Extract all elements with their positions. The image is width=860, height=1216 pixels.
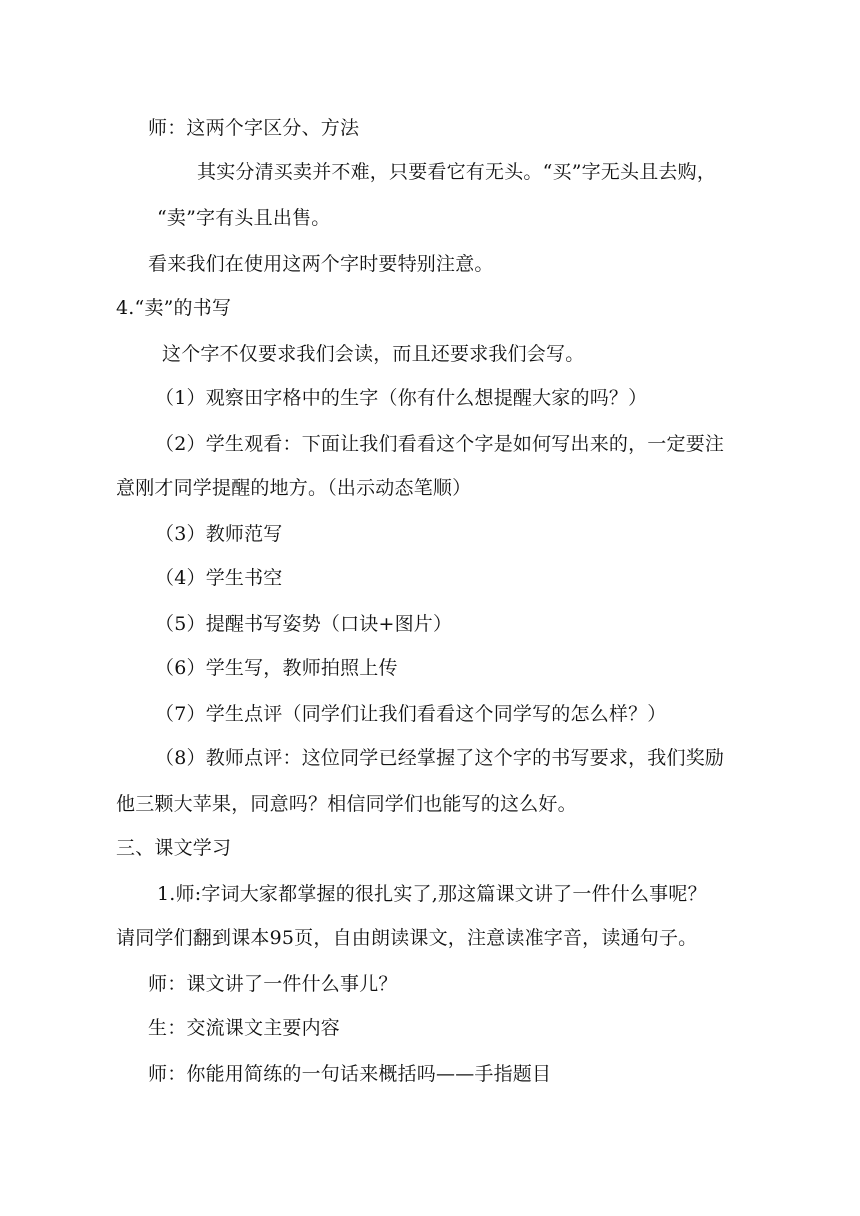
step-2-line-1: （2）学生观看：下面让我们看看这个字是如何写出来的，一定要注 xyxy=(155,433,725,455)
step-1-line: （1）观察田字格中的生字（你有什么想提醒大家的吗？） xyxy=(155,387,648,409)
student-response-line: 生：交流课文主要内容 xyxy=(148,1017,341,1039)
step-8-line-1: （8）教师点评：这位同学已经掌握了这个字的书写要求，我们奖励 xyxy=(155,747,725,769)
section-heading-text-study: 三、课文学习 xyxy=(116,837,232,859)
attention-line: 看来我们在使用这两个字时要特别注意。 xyxy=(148,253,494,275)
step-7-line: （7）学生点评（同学们让我们看看这个同学写的怎么样？） xyxy=(155,703,667,725)
writing-intro-line: 这个字不仅要求我们会读，而且还要求我们会写。 xyxy=(162,343,585,365)
step-2-line-2: 意刚才同学提醒的地方。（出示动态笔顺） xyxy=(116,477,472,499)
text-study-line-1: 1.师:字词大家都掌握的很扎实了,那这篇课文讲了一件什么事呢？ xyxy=(157,883,707,905)
step-6-line: （6）学生写，教师拍照上传 xyxy=(155,657,398,679)
teacher-line-distinguish: 师：这两个字区分、方法 xyxy=(148,117,360,139)
teacher-summary-line: 师：你能用简练的一句话来概括吗——手指题目 xyxy=(148,1063,552,1085)
text-study-line-2: 请同学们翻到课本95页，自由朗读课文，注意读准字音，读通句子。 xyxy=(116,927,698,949)
explanation-line-1: 其实分清买卖并不难，只要看它有无头。“买”字无头且去购， xyxy=(197,161,717,183)
section-heading-writing: 4.“卖”的书写 xyxy=(116,297,232,319)
step-5-line: （5）提醒书写姿势（口诀+图片） xyxy=(155,613,453,635)
step-3-line: （3）教师范写 xyxy=(155,523,283,545)
teacher-question-line: 师：课文讲了一件什么事儿？ xyxy=(148,973,398,995)
step-8-line-2: 他三颗大苹果，同意吗？相信同学们也能写的这么好。 xyxy=(116,793,577,815)
explanation-line-2: “卖”字有头且出售。 xyxy=(157,207,331,229)
step-4-line: （4）学生书空 xyxy=(155,567,283,589)
